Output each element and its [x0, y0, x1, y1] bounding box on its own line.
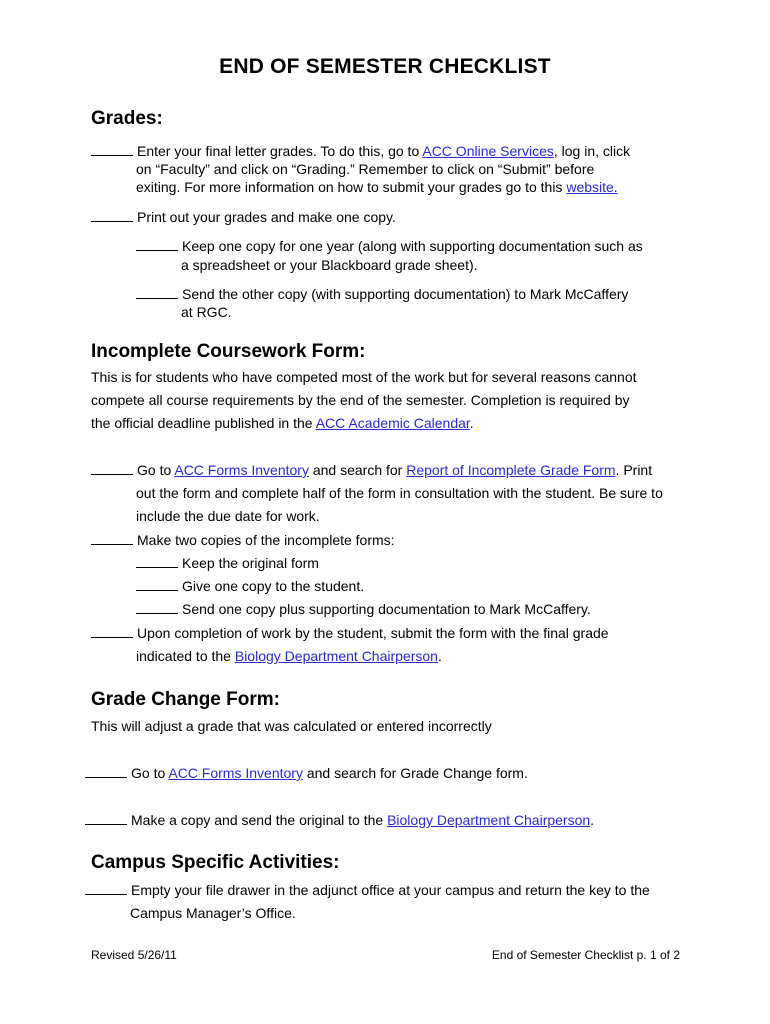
checkbox-blank[interactable]	[91, 143, 133, 156]
link-report-incomplete-grade-form[interactable]: Report of Incomplete Grade Form	[406, 462, 616, 478]
item-text: Give one copy to the student.	[182, 578, 365, 594]
item-text: Print out your grades and make one copy.	[137, 209, 396, 225]
checklist-subitem-send-copy	[136, 285, 628, 303]
checklist-subitem-keep-copy	[136, 237, 643, 255]
checkbox-blank[interactable]	[91, 462, 133, 475]
checklist-subitem-keep-original	[136, 554, 319, 572]
item-text: .	[469, 415, 474, 431]
item-text: Go to	[131, 765, 169, 781]
item-text: .	[437, 648, 442, 664]
item-text-line: a spreadsheet or your Blackboard grade sheet).	[181, 257, 478, 273]
section-heading-incomplete: Incomplete Coursework Form:	[91, 341, 366, 362]
checklist-item-print-grades	[91, 208, 396, 226]
checklist-item-go-to-forms	[91, 461, 652, 479]
section-heading-grade-change: Grade Change Form:	[91, 689, 280, 710]
checkbox-blank[interactable]	[136, 555, 178, 568]
checkbox-blank[interactable]	[85, 882, 127, 895]
item-text: and search for	[308, 462, 407, 478]
checkbox-blank[interactable]	[136, 601, 178, 614]
item-text-line: on “Faculty” and click on “Grading.” Remember to click on “Submit” before	[136, 161, 595, 177]
link-website[interactable]: website.	[566, 179, 618, 195]
link-acc-forms-inventory[interactable]: ACC Forms Inventory	[174, 462, 309, 478]
section-intro-line: This is for students who have competed most of the work but for several reasons cannot	[91, 369, 637, 385]
item-text: the official deadline published in the	[91, 415, 316, 431]
page-title: END OF SEMESTER CHECKLIST	[219, 55, 551, 78]
item-text: Make a copy and send the original to the	[131, 812, 388, 828]
link-acc-online-services[interactable]: ACC Online Services	[422, 143, 554, 159]
item-text: Keep one copy for one year (along with supporting documentation such as	[182, 238, 643, 254]
item-text: Send one copy plus supporting documentation to Mark McCaffery.	[182, 601, 591, 617]
section-heading-campus: Campus Specific Activities:	[91, 852, 340, 873]
footer-page-number: End of Semester Checklist p. 1 of 2	[491, 948, 680, 962]
checkbox-blank[interactable]	[91, 625, 133, 638]
item-text: Send the other copy (with supporting documentation) to Mark McCaffery	[182, 286, 629, 302]
item-text: exiting. For more information on how to submit your grades go to this	[136, 179, 567, 195]
section-intro-line: This will adjust a grade that was calculated or entered incorrectly	[91, 718, 492, 734]
link-biology-chairperson[interactable]: Biology Department Chairperson	[234, 648, 438, 664]
checkbox-blank[interactable]	[85, 812, 127, 825]
section-intro-line	[91, 414, 474, 432]
footer-revised: Revised 5/26/11	[91, 948, 177, 962]
checklist-item-make-copies	[91, 531, 395, 549]
checkbox-blank[interactable]	[85, 765, 127, 778]
checkbox-blank[interactable]	[136, 578, 178, 591]
item-text: Make two copies of the incomplete forms:	[137, 532, 395, 548]
item-text: Upon completion of work by the student, submit the form with the final grade	[137, 625, 609, 641]
item-text-line: at RGC.	[181, 304, 232, 320]
checkbox-blank[interactable]	[91, 532, 133, 545]
checklist-item-empty-drawer	[85, 881, 650, 899]
item-text-line: Campus Manager’s Office.	[130, 905, 296, 921]
item-text: Enter your final letter grades. To do this, go to	[137, 143, 423, 159]
checklist-item-send-original	[85, 811, 594, 829]
item-text-line	[136, 178, 618, 196]
checklist-item-enter-grades	[91, 142, 630, 160]
checklist-item-submit-form	[91, 624, 609, 642]
checkbox-blank[interactable]	[136, 238, 178, 251]
checklist-subitem-send-copy	[136, 600, 591, 618]
item-text: and search for Grade Change form.	[302, 765, 528, 781]
checklist-item-grade-change-forms	[85, 764, 528, 782]
checkbox-blank[interactable]	[91, 209, 133, 222]
link-acc-academic-calendar[interactable]: ACC Academic Calendar	[315, 415, 470, 431]
item-text: Go to	[137, 462, 175, 478]
link-acc-forms-inventory[interactable]: ACC Forms Inventory	[168, 765, 303, 781]
item-text-line: include the due date for work.	[136, 508, 320, 524]
item-text: . Print	[615, 462, 653, 478]
item-text-line	[136, 647, 442, 665]
checklist-subitem-give-copy	[136, 577, 364, 595]
item-text: .	[590, 812, 595, 828]
item-text: , log in, click	[553, 143, 631, 159]
item-text: indicated to the	[136, 648, 235, 664]
item-text: Empty your file drawer in the adjunct office at your campus and return the key to the	[131, 882, 650, 898]
checkbox-blank[interactable]	[136, 286, 178, 299]
link-biology-chairperson[interactable]: Biology Department Chairperson	[387, 812, 591, 828]
section-intro-line: compete all course requirements by the end of the semester. Completion is required by	[91, 392, 630, 408]
section-heading-grades: Grades:	[91, 108, 163, 129]
item-text-line: out the form and complete half of the form in consultation with the student. Be sure to	[136, 485, 663, 501]
item-text: Keep the original form	[182, 555, 319, 571]
